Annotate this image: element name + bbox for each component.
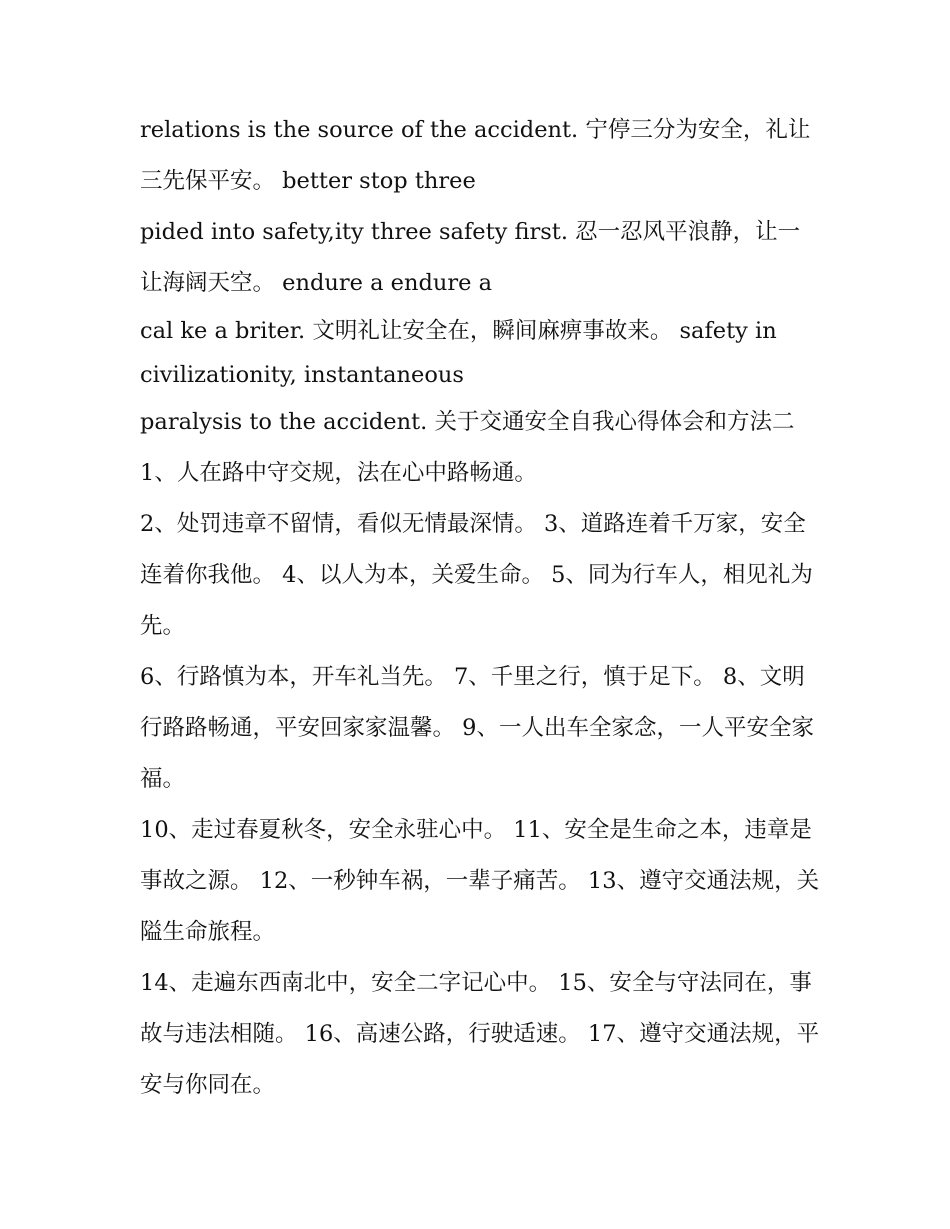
paragraph: paralysis to the accident. 关于交通安全自我心得体会和方法二 bbox=[140, 409, 795, 435]
paragraph: 14、走遍东西南北中，安全二字记心中。 15、安全与守法同在，事故与违法相随。 16、高速公路，行驶适速。 17、遵守交通法规，平安与你同在。 bbox=[140, 970, 820, 1098]
paragraph: 6、行路慎为本，开车礼当先。 7、千里之行，慎于足下。 8、文明行路路畅通，平安回家家温馨。 9、一人出车全家念，一人平安全家福。 bbox=[140, 664, 814, 792]
paragraph: 1、人在路中守交规，法在心中路畅通。 bbox=[140, 460, 537, 486]
paragraph: cal ke a briter. 文明礼让安全在，瞬间麻痹事故来。 safety in civilizationity, instantaneous bbox=[140, 318, 777, 388]
document-page bbox=[140, 105, 820, 1111]
paragraph: 10、走过春夏秋冬，安全永驻心中。 11、安全是生命之本，违章是事故之源。 12、一秒钟车祸，一辈子痛苦。 13、遵守交通法规，关隘生命旅程。 bbox=[140, 817, 820, 945]
paragraph: 2、处罚违章不留情，看似无情最深情。 3、道路连着千万家，安全连着你我他。 4、以人为本，关爱生命。 5、同为行车人，相见礼为先。 bbox=[140, 511, 813, 639]
paragraph: relations is the source of the accident. 宁停三分为安全，礼让三先保平安。 better stop three bbox=[140, 117, 811, 194]
paragraph: pided into safety,ity three safety first. 忍一忍风平浪静，让一让海阔天空。 endure a endure a bbox=[140, 219, 801, 296]
